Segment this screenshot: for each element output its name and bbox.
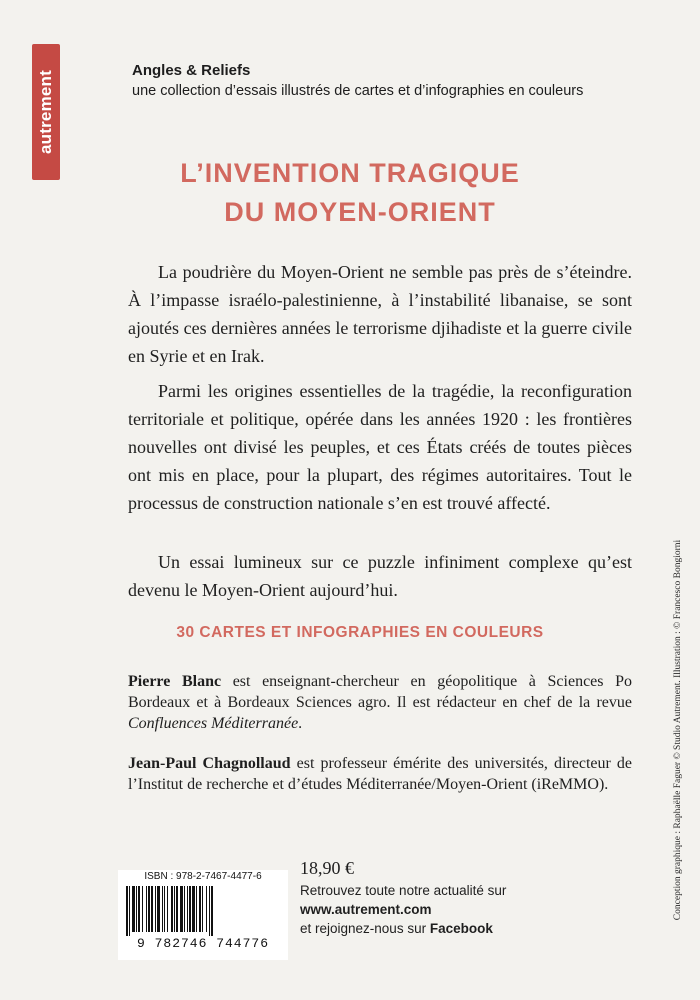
website-link[interactable]: www.autrement.com <box>300 902 432 917</box>
barcode-bar <box>171 886 173 932</box>
barcode-bar <box>174 886 175 932</box>
author-name-1: Pierre Blanc <box>128 673 222 690</box>
barcode-bar <box>162 886 163 932</box>
facebook-link[interactable]: Facebook <box>429 921 493 936</box>
maps-highlight: 30 CARTES ET INFOGRAPHIES EN COULEURS <box>176 624 544 641</box>
author-bio-2-text: est professeur émérite des universités, directeur de l’Institut de recherche et d’études Méditerranée/Moyen-Orient (iReMMO). <box>128 755 633 793</box>
barcode-digits: 9 782746 744776 <box>136 936 270 951</box>
barcode-bar <box>202 886 203 932</box>
publisher-logo: autrement <box>36 70 55 154</box>
series-description: une collection d’essais illustrés de cartes et d’infographies en couleurs <box>132 83 584 99</box>
barcode-bar <box>155 886 156 932</box>
barcode-bar <box>206 886 207 932</box>
barcode-bar <box>157 886 160 932</box>
series-name: Angles & Reliefs <box>132 62 251 79</box>
promo-line-1: Retrouvez toute notre actualité sur <box>300 883 507 898</box>
barcode-bar <box>138 886 140 932</box>
barcode-bar <box>196 886 197 932</box>
author-bio-1-end: . <box>298 715 303 732</box>
author-name-2: Jean-Paul Chagnollaud <box>128 755 291 772</box>
price: 18,90 € <box>300 858 354 878</box>
barcode-bar <box>148 886 150 932</box>
author-bio-2 <box>128 753 632 795</box>
barcode-bar <box>132 886 135 932</box>
barcode-bar <box>189 886 191 932</box>
book-title-line2: DU MOYEN-ORIENT <box>224 197 496 227</box>
promo-line-3-prefix: et rejoignez-nous sur <box>300 921 430 936</box>
promo-line-3 <box>300 921 493 936</box>
blurb-paragraph-1: La poudrière du Moyen-Orient ne semble pas près de s’éteindre. À l’impasse israélo-palestinienne, à l’instabilité libanaise, se sont ajoutés ces dernières années le terrorisme djihadiste et la guerre civile en Syrie et en Irak. <box>128 262 632 366</box>
barcode-bar <box>211 886 213 936</box>
author-bio-1-text: est enseignant-chercheur en géopolitique à Sciences Po Bordeaux et à Bordeaux Sciences agro. Il est rédacteur en chef de la revue <box>128 673 633 711</box>
blurb-paragraph-3: Un essai lumineux sur ce puzzle infiniment complexe qu’est devenu le Moyen-Orient aujourd’hui. <box>128 552 632 600</box>
barcode-bar <box>146 886 147 932</box>
blurb-paragraph-2: Parmi les origines essentielles de la tragédie, la reconfiguration territoriale et politique, opérée dans les années 1920 : les frontières nouvelles ont divisé les peuples, et ces États créés de toutes pièces ont mis en place, pour la plupart, des régimes autoritaires. Tout le processus de construction nationale s’en est trouvé affecté. <box>128 381 632 513</box>
barcode-bar <box>151 886 153 932</box>
barcode-bar <box>209 886 210 936</box>
barcode-bar <box>180 886 183 932</box>
barcode-bar <box>164 886 165 932</box>
barcode-bar <box>142 886 143 932</box>
barcode-bar <box>136 886 137 932</box>
book-title-line1: L’INVENTION TRAGIQUE <box>180 158 520 188</box>
barcode-bar <box>176 886 178 932</box>
journal-title: Confluences Méditerranée <box>128 715 299 732</box>
barcode-bar <box>199 886 201 932</box>
barcode-bar <box>167 886 168 932</box>
isbn-label: ISBN : 978-2-7467-4477-6 <box>144 871 262 882</box>
author-bio-1 <box>128 671 632 734</box>
barcode-bar <box>126 886 128 936</box>
barcode-icon <box>124 886 282 936</box>
barcode-bar <box>187 886 188 932</box>
barcode-bar <box>129 886 130 936</box>
barcode-bar <box>192 886 195 932</box>
barcode-block <box>118 870 288 960</box>
design-credits: Conception graphique : Raphaëlle Faguer © Studio Autrement. Illustration : © Francesco Bongiorni <box>673 539 683 921</box>
barcode-bar <box>184 886 185 932</box>
